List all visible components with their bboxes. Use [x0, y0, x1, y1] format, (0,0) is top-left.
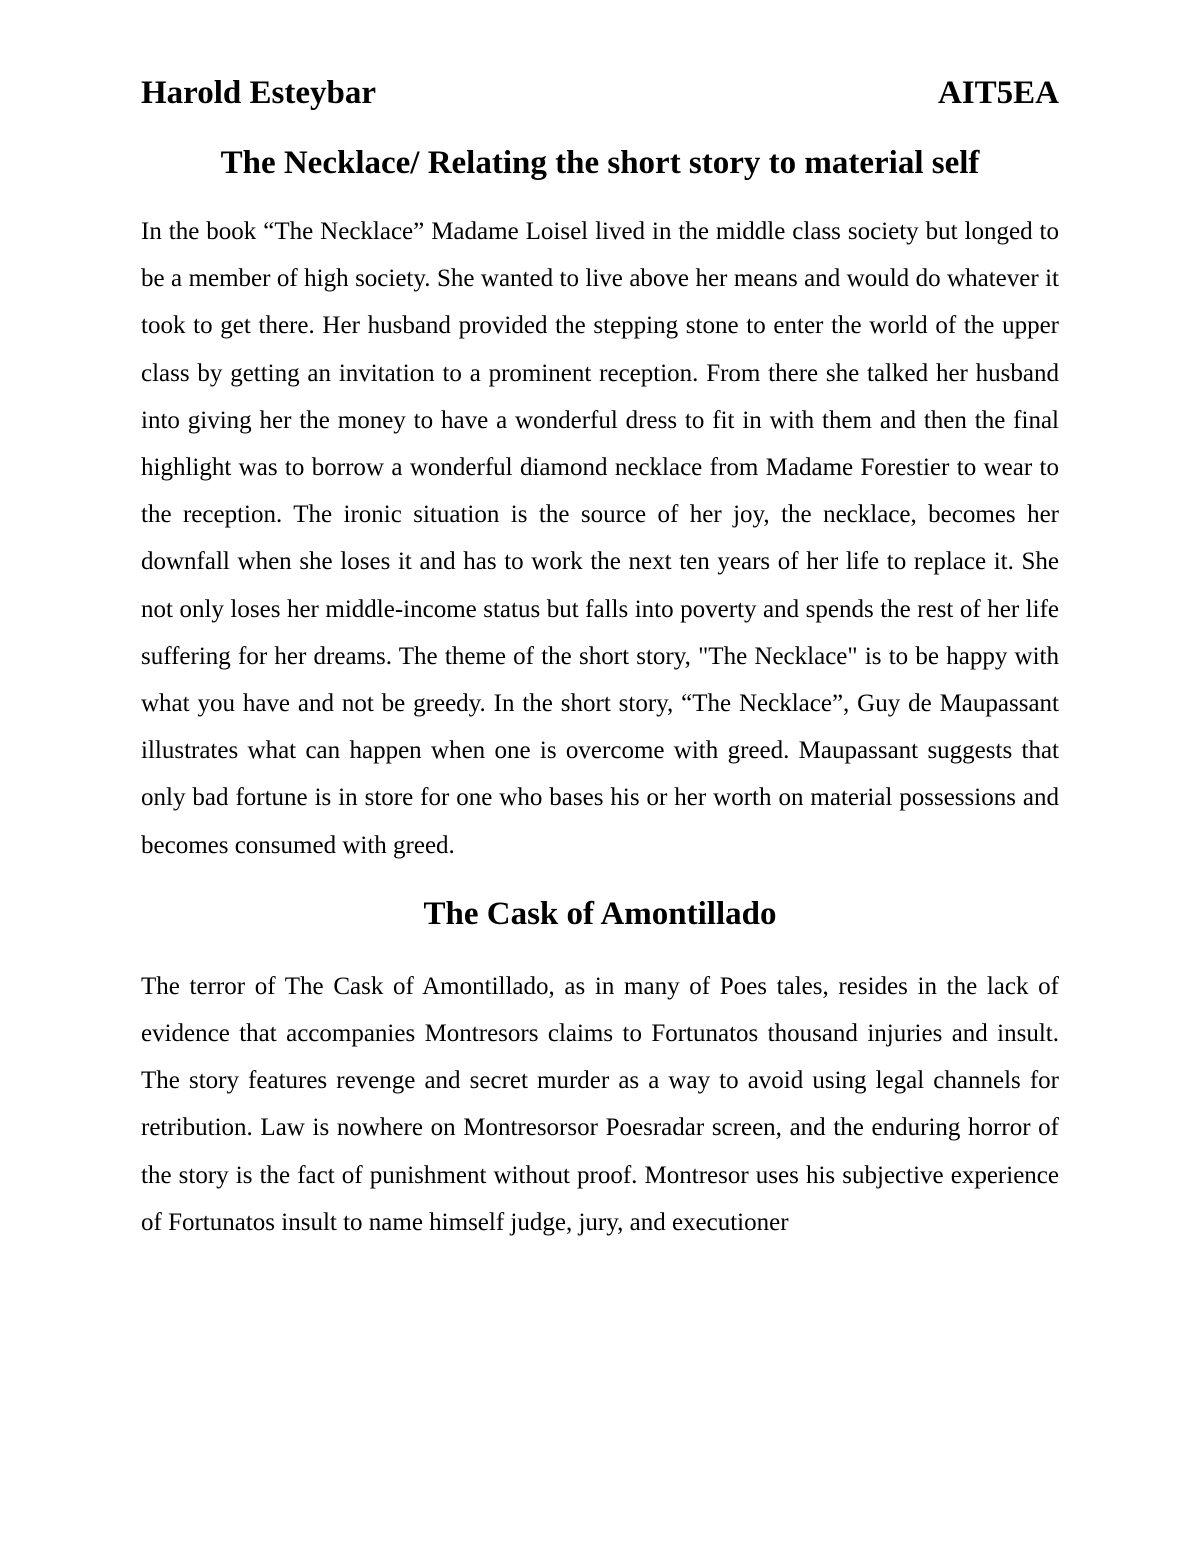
author-name: Harold Esteybar [141, 75, 376, 111]
section-title-necklace: The Necklace/ Relating the short story to material self [220, 145, 980, 181]
document-header [141, 70, 1059, 116]
paragraph-cask: The terror of The Cask of Amontillado, as in many of Poes tales, resides in the lack of evidence that accompanies Montresors claims to Fortunatos thousand injuries and insult. The story features revenge and secret murder as a way to avoid using legal channels for retribution. Law is nowhere on Montresorsor Poesradar screen, and the enduring horror of the story is the fact of punishment without proof. Montresor uses his subjective experience of Fortunatos insult to name himself judge, jury, and executioner [141, 972, 1059, 1236]
class-code: AIT5EA [937, 75, 1059, 111]
document-page [141, 70, 1059, 1246]
paragraph-necklace: In the book “The Necklace” Madame Loisel lived in the middle class society but longed to be a member of high society. She wanted to live above her means and would do whatever it took to get there. Her husband provided the stepping stone to enter the world of the upper class by getting an invitation to a prominent reception. From there she talked her husband into giving her the money to have a wonderful dress to fit in with them and then the final highlight was to borrow a wonderful diamond necklace from Madame Forestier to wear to the reception. The ironic situation is the source of her joy, the necklace, becomes her downfall when she loses it and has to work the next ten years of her life to replace it. She not only loses her middle-income status but falls into poverty and spends the rest of her life suffering for her dreams. The theme of the short story, "The Necklace" is to be happy with what you have and not be greedy. In the short story, “The Necklace”, Guy de Maupassant illustrates what can happen when one is overcome with greed. Maupassant suggests that only bad fortune is in store for one who bases his or her worth on material possessions and becomes consumed with greed. [141, 218, 1059, 859]
section-title-cask: The Cask of Amontillado [423, 895, 777, 932]
